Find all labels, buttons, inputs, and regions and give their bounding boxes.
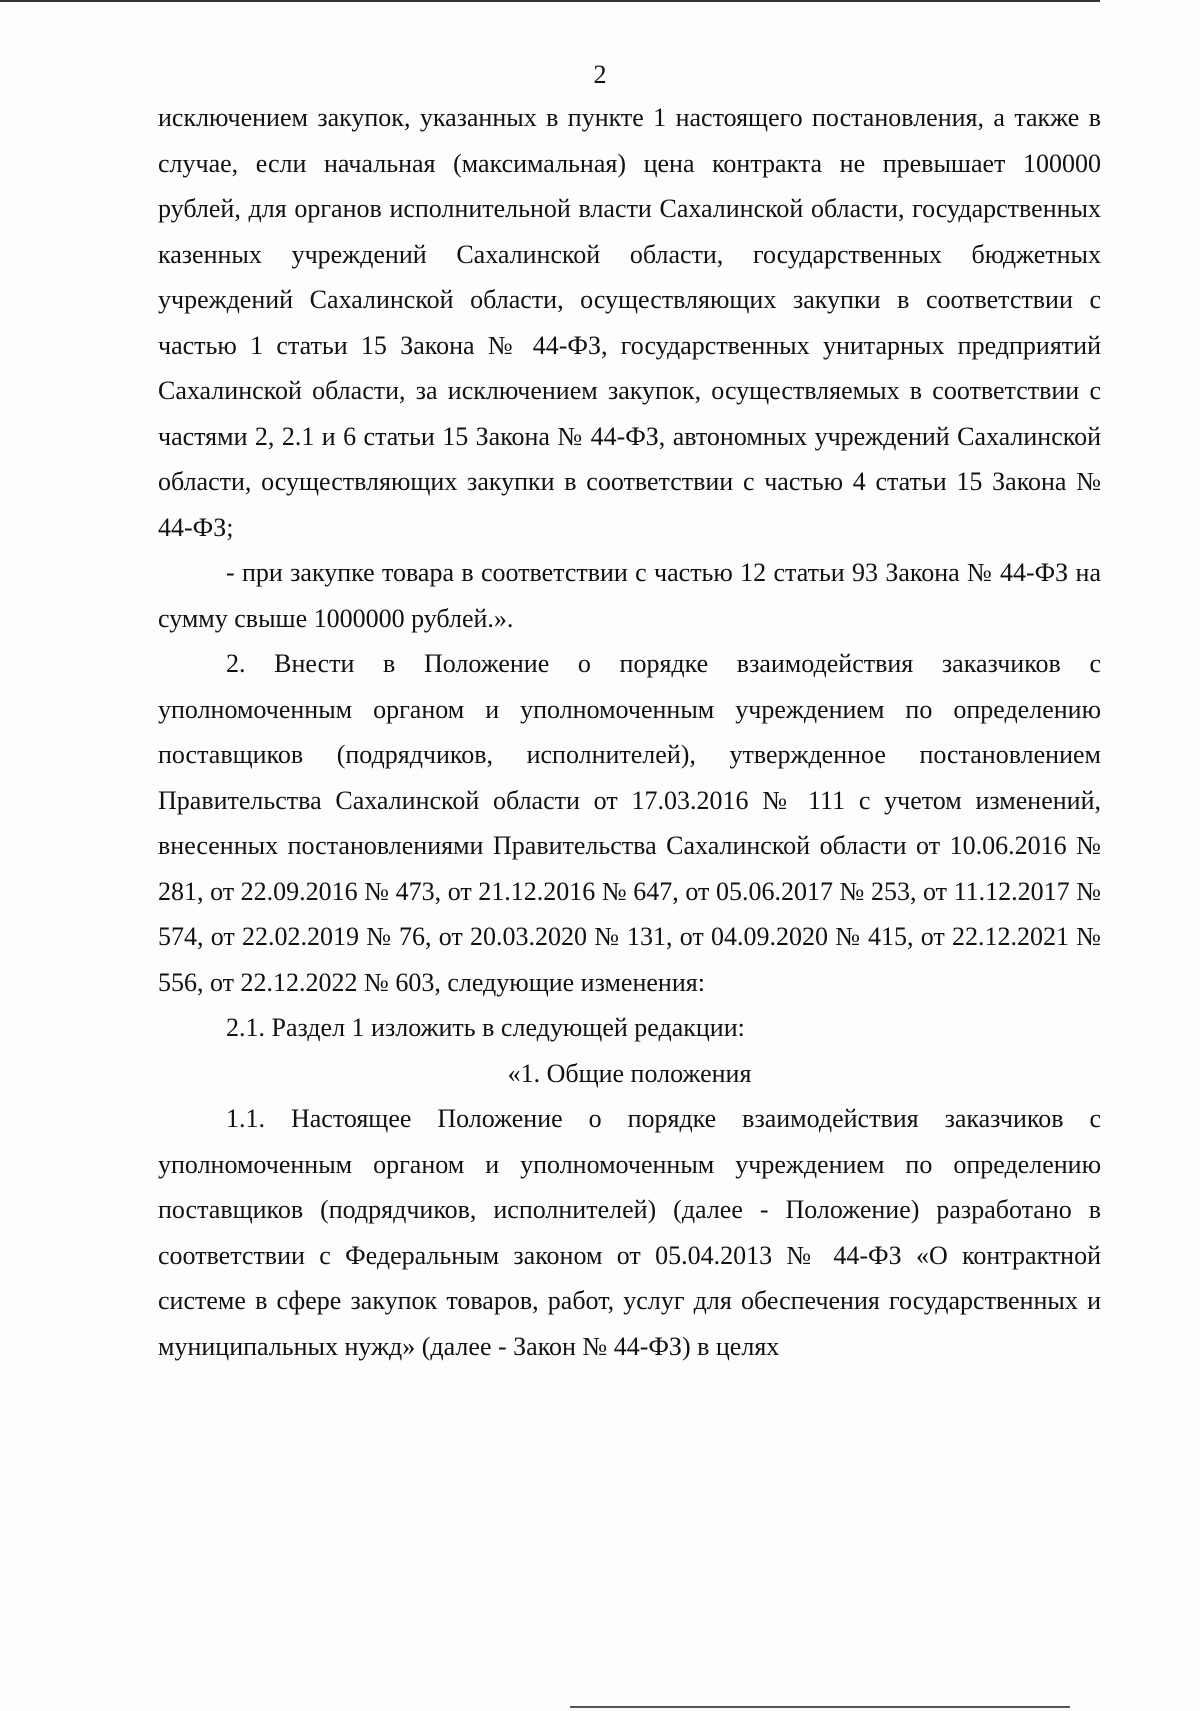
paragraph-item-1-1: 1.1. Настоящее Положение о порядке взаимодействия заказчиков с уполномоченным органом и уполномоченным учреждением по определению поставщиков (подрядчиков, исполнителей) (далее - Положение) разработано в соответствии с Федеральным законом от 05.04.2013 № 44-ФЗ «О контрактной системе в сфере закупок товаров, работ, услуг для обеспечения государственных и муниципальных нужд» (далее - Закон № 44-ФЗ) в целях [158, 1104, 1101, 1361]
section-heading: «1. Общие положения [507, 1058, 752, 1088]
paragraph-continuation: исключением закупок, указанных в пункте 1 настоящего постановления, а также в случае, если начальная (максимальная) цена контракта не превышает 100000 рублей, для органов исполнительной власти Сахалинской области, государственных казенных учреждений Сахалинской области, государственных бюджетных учреждений Сахалинской области, осуществляющих закупки в соответствии с частью 1 статьи 15 Закона № 44-ФЗ, государственных унитарных предприятий Сахалинской области, за исключением закупок, осуществляемых в соответствии с частями 2, 2.1 и 6 статьи 15 Закона № 44-ФЗ, автономных учреждений Сахалинской области, осуществляющих закупки в соответствии с частью 4 статьи 15 Закона № 44-ФЗ; [158, 103, 1101, 542]
page-number: 2 [593, 60, 607, 89]
top-edge-line [0, 0, 1100, 2]
document-body [158, 95, 1101, 1369]
bottom-edge-line [570, 1706, 1070, 1708]
paragraph-item-2: 2. Внести в Положение о порядке взаимодействия заказчиков с уполномоченным органом и уполномоченным учреждением по определению поставщиков (подрядчиков, исполнителей), утвержденное постановлением Правительства Сахалинской области от 17.03.2016 № 111 с учетом изменений, внесенных постановлениями Правительства Сахалинской области от 10.06.2016 № 281, от 22.09.2016 № 473, от 21.12.2016 № 647, от 05.06.2017 № 253, от 11.12.2017 № 574, от 22.02.2019 № 76, от 20.03.2020 № 131, от 04.09.2020 № 415, от 22.12.2021 № 556, от 22.12.2022 № 603, следующие изменения: [158, 649, 1101, 997]
paragraph-item-2-1: 2.1. Раздел 1 изложить в следующей редакции: [226, 1013, 745, 1042]
paragraph-purchase-goods: - при закупке товара в соответствии с частью 12 статьи 93 Закона № 44-ФЗ на сумму свыше 1000000 рублей.». [158, 558, 1101, 633]
